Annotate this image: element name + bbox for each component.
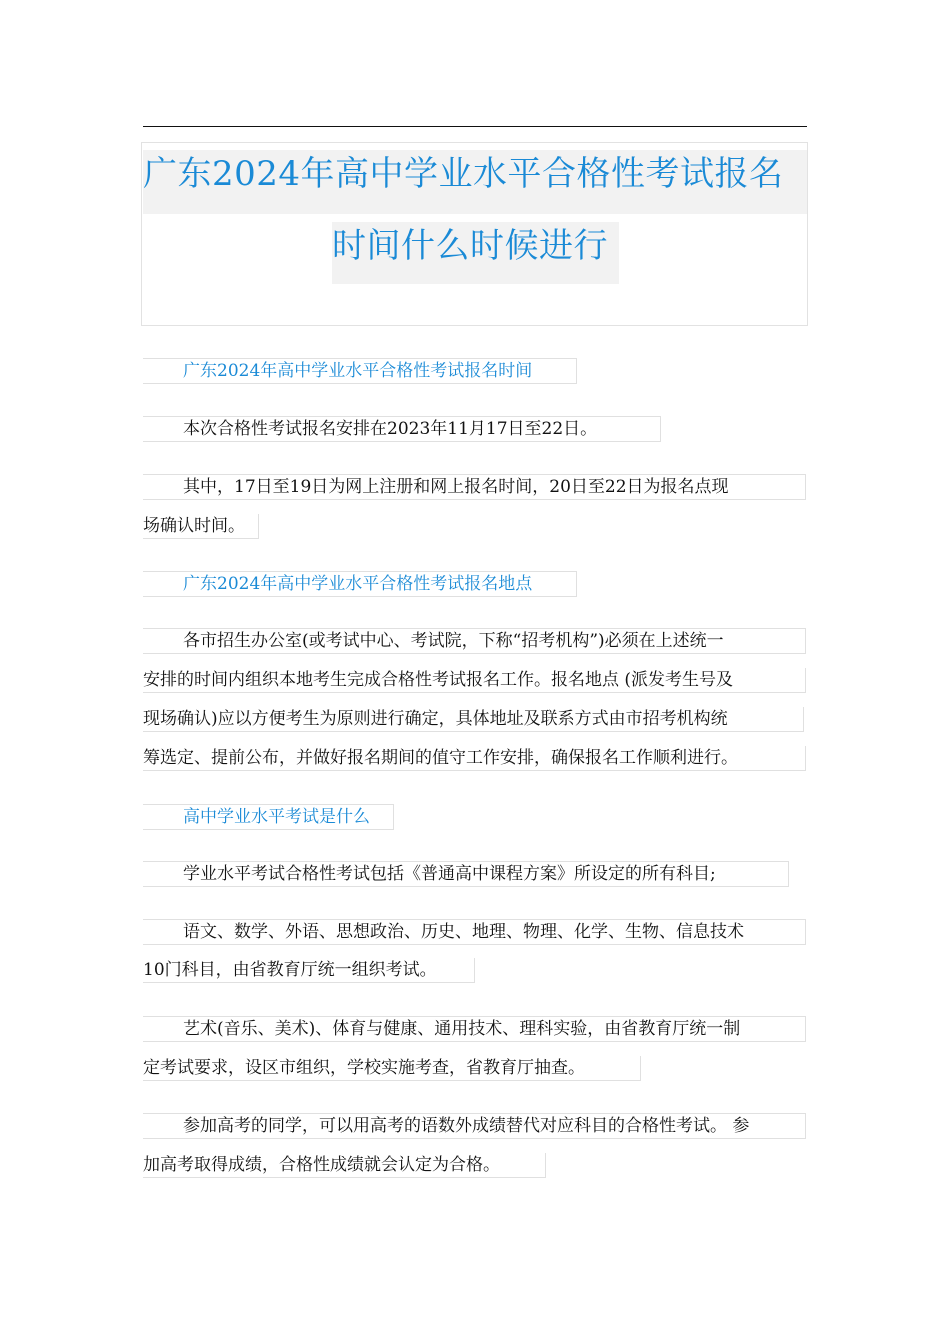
paragraph-line: 本次合格性考试报名安排在2023年11月17日至22日。 bbox=[143, 416, 661, 442]
paragraph-line: 参加高考的同学，可以用高考的语数外成绩替代对应科目的合格性考试。 参 bbox=[143, 1113, 806, 1139]
section-heading-registration-location: 广东2024年高中学业水平合格性考试报名地点 bbox=[143, 571, 577, 597]
paragraph-line: 语文、数学、外语、思想政治、历史、地理、物理、化学、生物、信息技术 bbox=[143, 919, 806, 945]
paragraph-line: 其中，17日至19日为网上注册和网上报名时间，20日至22日为报名点现 bbox=[143, 474, 806, 500]
section-heading-what-is-exam: 高中学业水平考试是什么 bbox=[143, 804, 394, 830]
paragraph-line: 定考试要求，设区市组织，学校实施考查，省教育厅抽查。 bbox=[143, 1056, 641, 1081]
page-title-line-1: 广东2024年高中学业水平合格性考试报名 bbox=[143, 150, 807, 214]
page-title-line-2: 时间什么时候进行 bbox=[332, 222, 619, 284]
paragraph-line: 学业水平考试合格性考试包括《普通高中课程方案》所设定的所有科目; bbox=[143, 861, 789, 887]
paragraph-line: 筹选定、提前公布，并做好报名期间的值守工作安排，确保报名工作顺利进行。 bbox=[143, 746, 806, 771]
top-rule bbox=[143, 126, 807, 127]
paragraph-line: 各市招生办公室(或考试中心、考试院，下称“招考机构”)必须在上述统一 bbox=[143, 628, 806, 654]
section-heading-registration-time: 广东2024年高中学业水平合格性考试报名时间 bbox=[143, 358, 577, 384]
paragraph-line: 现场确认)应以方便考生为原则进行确定，具体地址及联系方式由市招考机构统 bbox=[143, 707, 804, 732]
paragraph-line: 艺术(音乐、美术)、体育与健康、通用技术、理科实验，由省教育厅统一制 bbox=[143, 1016, 806, 1042]
paragraph-line: 加高考取得成绩，合格性成绩就会认定为合格。 bbox=[143, 1153, 546, 1178]
paragraph-line: 10门科目，由省教育厅统一组织考试。 bbox=[143, 958, 475, 983]
paragraph-line: 场确认时间。 bbox=[143, 514, 259, 539]
paragraph-line: 安排的时间内组织本地考生完成合格性考试报名工作。报名地点 (派发考生号及 bbox=[143, 668, 806, 693]
